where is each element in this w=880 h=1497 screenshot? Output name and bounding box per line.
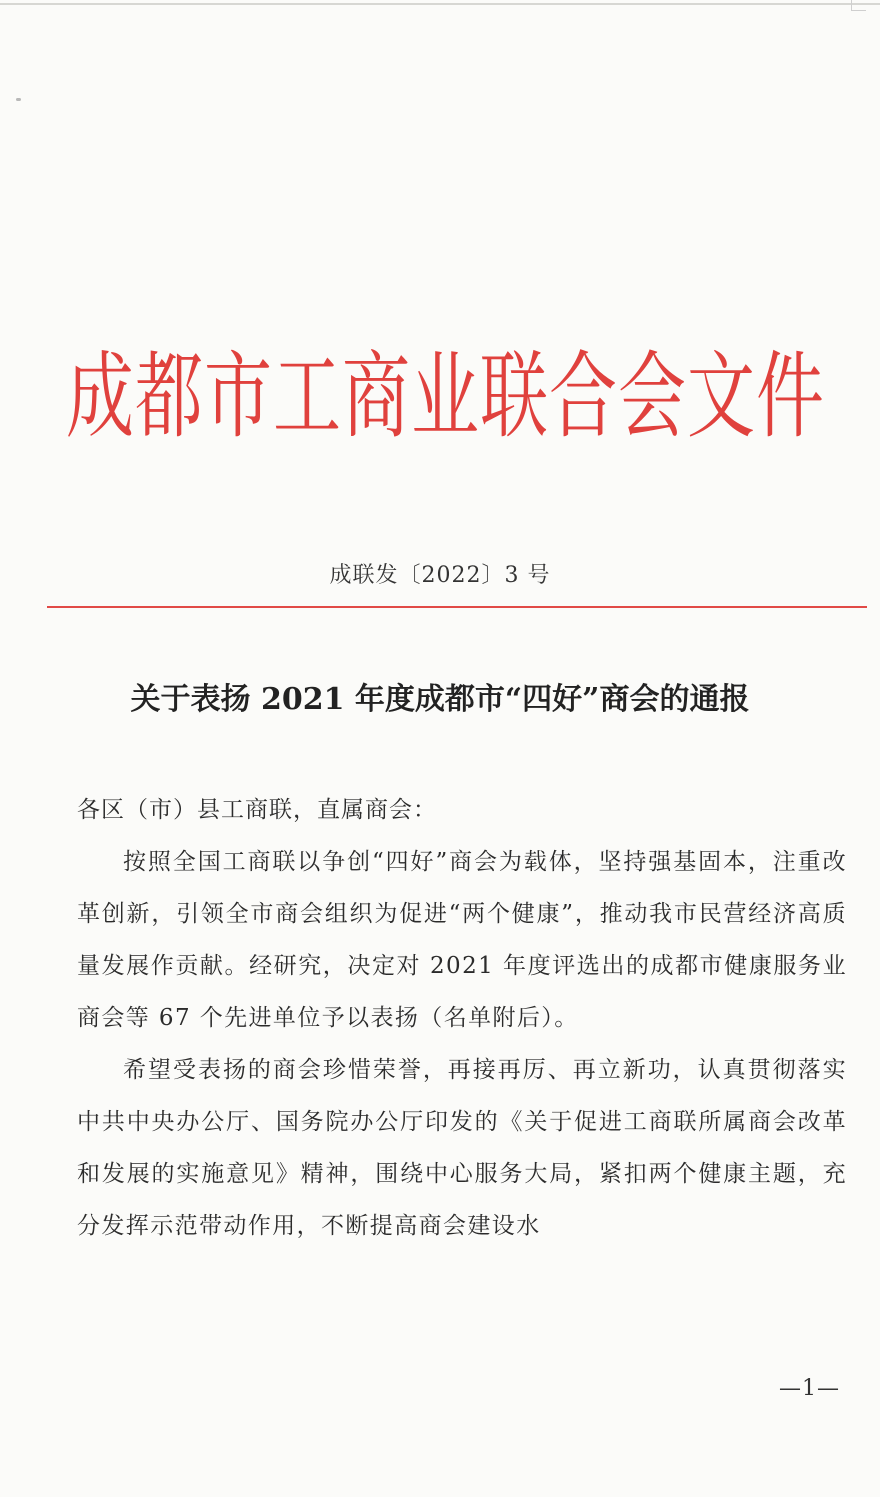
page-number: —1— xyxy=(779,1376,840,1401)
salutation: 各区（市）县工商联，直属商会： xyxy=(77,797,437,823)
issuer-red-header: 成都市工商业联合会文件 xyxy=(66,342,826,452)
scan-top-edge xyxy=(0,3,880,5)
notice-title: 关于表扬 2021 年度成都市“四好”商会的通报 xyxy=(130,682,750,717)
body-paragraph-2: 希望受表扬的商会珍惜荣誉，再接再厉、再立新功，认真贯彻落实中共中央办公厅、国务院办公厅印发的《关于促进工商联所属商会改革和发展的实施意见》精神，围绕中心服务大局，紧扣两个健康主题，充分发挥示范带动作用，不断提高商会建设水 xyxy=(77,1057,847,1239)
scan-corner-mark xyxy=(851,0,866,11)
body-paragraph-1: 按照全国工商联以争创“四好”商会为载体，坚持强基固本，注重改革创新，引领全市商会组织为促进“两个健康”，推动我市民营经济高质量发展作贡献。经研究，决定对 2021 年度评选出的成都市健康服务业商会等 67 个先进单位予以表扬（名单附后）。 xyxy=(77,849,847,1031)
scan-speck xyxy=(16,98,21,101)
red-divider-line xyxy=(47,606,867,608)
notice-body xyxy=(77,784,847,1252)
document-number: 成联发〔2022〕3 号 xyxy=(329,563,551,588)
